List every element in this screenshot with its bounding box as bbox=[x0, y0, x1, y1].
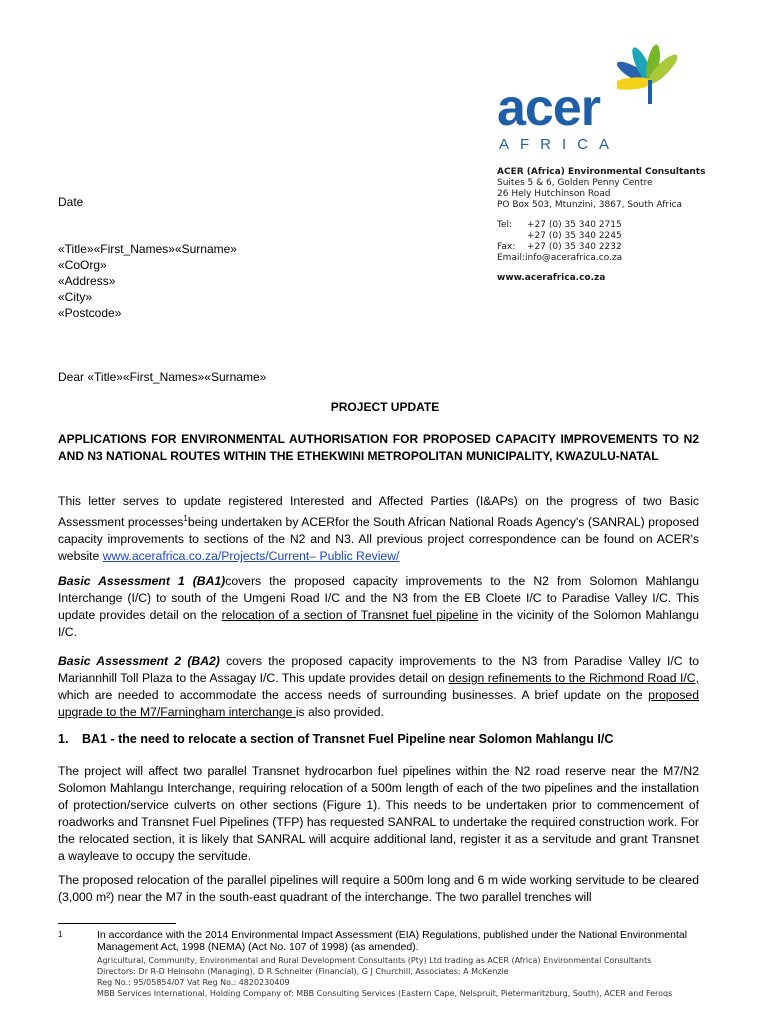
logo-wordmark: acer bbox=[497, 79, 600, 137]
date-label: Date bbox=[58, 195, 84, 209]
section-number: 1. bbox=[58, 732, 69, 746]
fax: +27 (0) 35 340 2232 bbox=[527, 242, 622, 252]
ba1-label: Basic Assessment 1 (BA1) bbox=[58, 574, 226, 588]
address-line: PO Box 503, Mtunzini, 3867, South Africa bbox=[497, 200, 683, 210]
address-line: 26 Hely Hutchinson Road bbox=[497, 189, 611, 199]
recipient-line: «Postcode» bbox=[58, 306, 122, 320]
tel-1: +27 (0) 35 340 2715 bbox=[527, 220, 622, 230]
company-name: ACER (Africa) Environmental Consultants bbox=[497, 167, 706, 177]
letterhead-contact bbox=[497, 167, 705, 284]
section-1-heading bbox=[58, 732, 613, 746]
footnote-ref: 1 bbox=[183, 514, 188, 523]
footer-line: Agricultural, Community, Environmental and Rural Development Consultants (Pty) Ltd trading as ACER (Africa) Environmental Consultants bbox=[97, 956, 652, 965]
address-line: Suites 5 & 6, Golden Penny Centre bbox=[497, 178, 653, 188]
footer-line: MBB Services International, Holding Company of: MBB Consulting Services (Eastern Cape, Nelspruit, Pietermaritzburg, South), ACER and Feroqs bbox=[97, 989, 673, 998]
tel-label: Tel: bbox=[497, 220, 513, 230]
section-1-paragraph: The proposed relocation of the parallel pipelines will require a 500m long and 6 m wide working servitude to be cleared (3,000 m²) near the M7 in the south-east quadrant of the interchange. The two parallel trenches will bbox=[58, 873, 699, 904]
footnote bbox=[58, 929, 699, 953]
ba2-underlined-2: proposed upgrade to the M7/Farningham interchange bbox=[58, 688, 699, 719]
logo-subtitle: AFRICA bbox=[499, 136, 621, 153]
ba2-underlined-1: design refinements to the Richmond Road I/C, bbox=[448, 671, 699, 685]
email: Email:info@acerafrica.co.za bbox=[497, 253, 623, 263]
intro-text: being undertaken by ACERfor the South African National Roads Agency's (SANRAL) proposed capacity improvements to sections of the N2 and N3. All previous project correspondence can be found on ACER's website bbox=[58, 515, 700, 564]
ba1-paragraph bbox=[58, 573, 699, 641]
intro-paragraph bbox=[58, 493, 699, 565]
ba2-paragraph bbox=[58, 653, 699, 721]
recipient-block bbox=[58, 241, 237, 321]
ba2-label: Basic Assessment 2 (BA2) bbox=[58, 654, 220, 668]
acer-logo bbox=[497, 40, 687, 158]
company-footer bbox=[97, 955, 672, 999]
acer-leaf-icon bbox=[617, 40, 683, 106]
salutation: Dear «Title»«First_Names»«Surname» bbox=[58, 370, 267, 384]
tel-2: +27 (0) 35 340 2245 bbox=[527, 231, 622, 241]
footer-line: Reg No.: 95/05854/07 Vat Reg No.: 4820230409 bbox=[97, 978, 290, 987]
website-link[interactable]: www.acerafrica.co.za/Projects/Current– Public Review/ bbox=[102, 549, 400, 564]
ba2-text: covers the proposed capacity improvements to the N3 from Paradise Valley I/C to Mariannhill Toll Plaza to the Assagay I/C. This update provides detail on bbox=[58, 654, 699, 685]
intro-text: This letter serves to update registered Interested and Affected Parties (I&APs) on the progress of two Basic Assessment processes bbox=[58, 494, 699, 530]
subject-heading: APPLICATIONS FOR ENVIRONMENTAL AUTHORISATION FOR PROPOSED CAPACITY IMPROVEMENTS TO N2 AND N3 NATIONAL ROUTES WITHIN THE ETHEKWINI METROPOLITAN MUNICIPALITY, KWAZULU-NATAL bbox=[58, 432, 699, 463]
page-title: PROJECT UPDATE bbox=[330, 400, 440, 414]
recipient-line: «CoOrg» bbox=[58, 258, 107, 272]
section-1-paragraph: The project will affect two parallel Transnet hydrocarbon fuel pipelines within the N2 road reserve near the M7/N2 Solomon Mahlangu Interchange, requiring relocation of a 500m length of each of the two pipelines and the installation of protection/service culverts on other sections (Figure 1). This needs to be undertaken prior to commencement of roadworks and Transnet Fuel Pipelines (TFP) has requested SANRAL to undertake the required construction work. For the relocated section, it is likely that SANRAL will acquire additional land, register it as a servitude and grant Transnet a wayleave to occupy the servitude. bbox=[58, 764, 699, 863]
footnote-text: In accordance with the 2014 Environmental Impact Assessment (EIA) Regulations, published under the National Environmental Management Act, 1998 (NEMA) (Act No. 107 of 1998) (as amended). bbox=[97, 929, 688, 953]
fax-label: Fax: bbox=[497, 242, 516, 252]
footnote-marker: 1 bbox=[58, 930, 63, 939]
ba2-text: which are needed to accommodate the access needs of surrounding businesses. A brief update on the bbox=[58, 688, 649, 702]
ba1-text: covers the proposed capacity improvements to the N2 from Solomon Mahlangu Interchange (I/C) to south of the Umgeni Road I/C and the N3 from the EB Cloete I/C to Paradise Valley I/C. This update provides detail on the bbox=[58, 574, 699, 622]
section-title: BA1 - the need to relocate a section of Transnet Fuel Pipeline near Solomon Mahlangu I/C bbox=[82, 732, 614, 746]
ba1-text: in the vicinity of the Solomon Mahlangu I/C. bbox=[58, 608, 699, 639]
recipient-line: «Title»«First_Names»«Surname» bbox=[58, 242, 237, 256]
footnote-divider bbox=[58, 923, 176, 924]
recipient-line: «City» bbox=[58, 290, 93, 304]
website: www.acerafrica.co.za bbox=[497, 273, 606, 283]
footer-line: Directors: Dr R-D Heinsohn (Managing), D R Schneiter (Financial), G J Churchill, Associates: A McKenzie bbox=[97, 967, 509, 976]
ba1-underlined: relocation of a section of Transnet fuel pipeline bbox=[221, 608, 479, 622]
recipient-line: «Address» bbox=[58, 274, 116, 288]
ba2-text: is also provided. bbox=[295, 705, 384, 719]
